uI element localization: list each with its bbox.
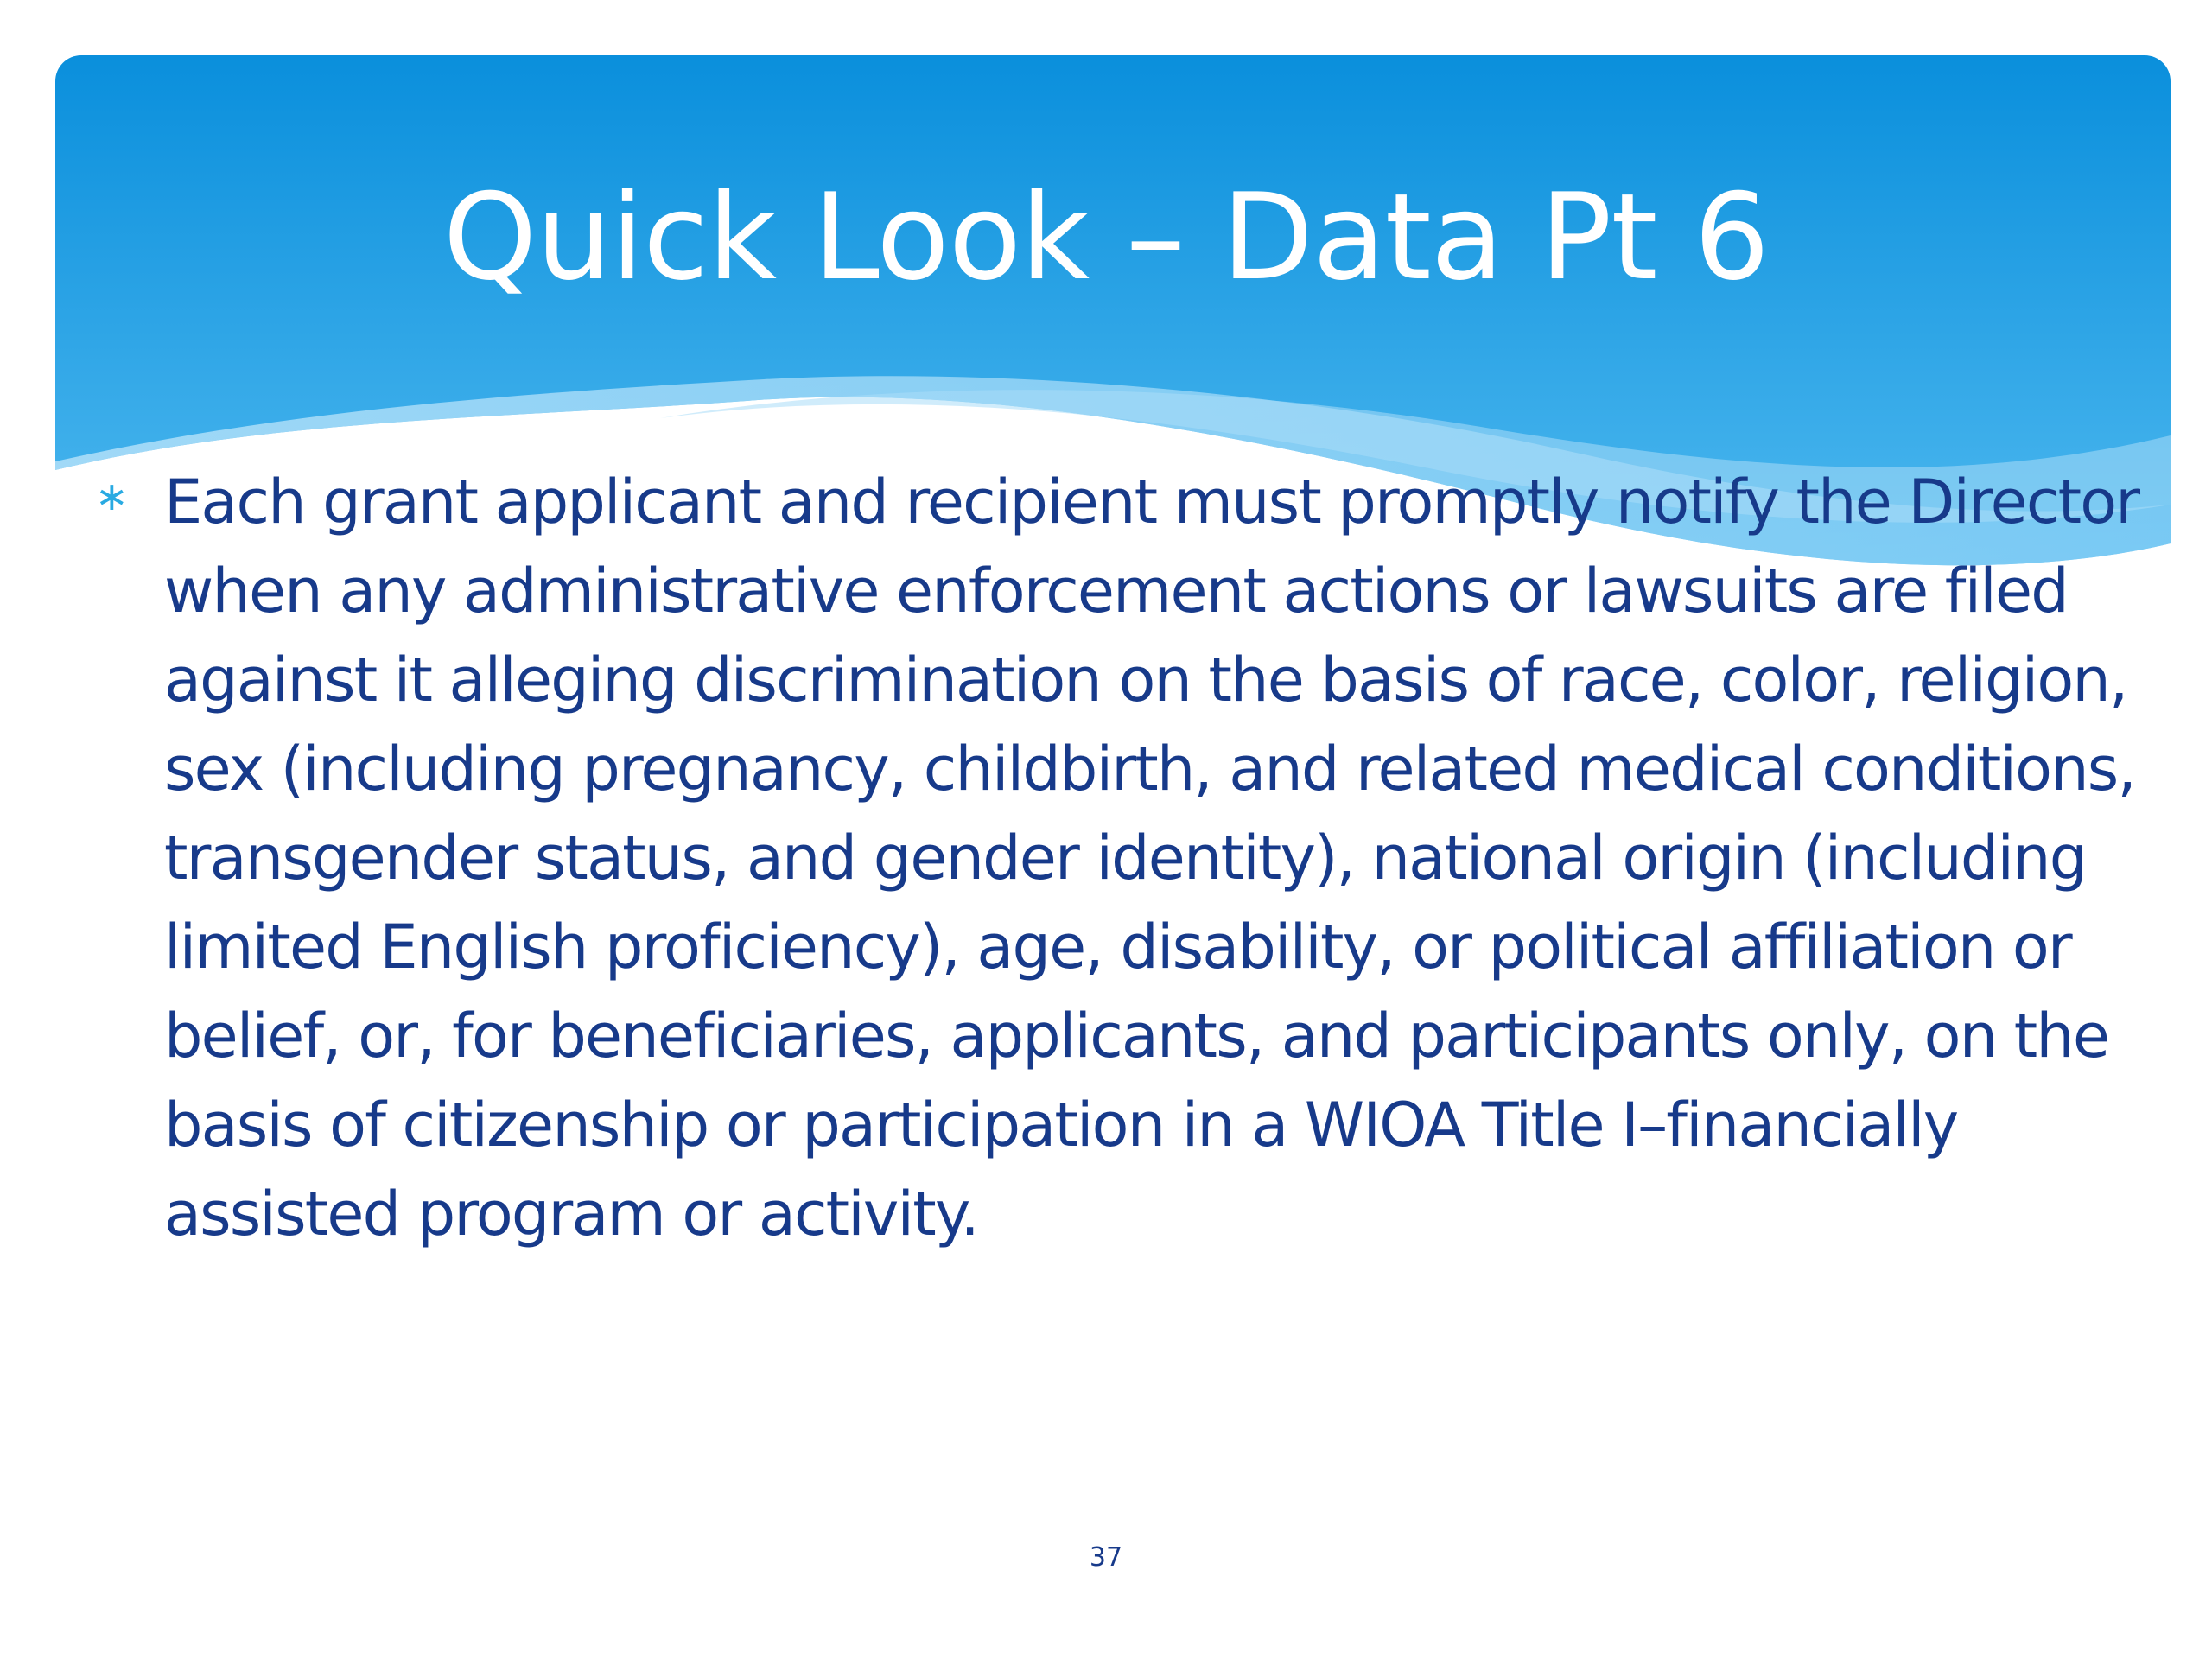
slide-title: Quick Look – Data Pt 6 bbox=[442, 168, 1770, 307]
list-item bbox=[95, 458, 2160, 1259]
asterisk-bullet-icon: ∗ bbox=[95, 473, 129, 519]
bullet-text: Each grant applicant and recipient must promptly notify the Director when any administrative enforcement actions or lawsuits are filed against it alleging discrimination on the basis of race, color, religion, sex (including pregnancy, childbirth, and related medical conditions, transgender status, and gender identity), national origin (including limited English proficiency), age, disability, or political affiliation or belief, or, for beneficiaries, applicants, and participants only, on the basis of citizenship or participation in a WIOA Title I–financially assisted program or activity. bbox=[164, 467, 2139, 1249]
page-number: 37 bbox=[1089, 1542, 1123, 1573]
bullet-list bbox=[95, 458, 2160, 1259]
